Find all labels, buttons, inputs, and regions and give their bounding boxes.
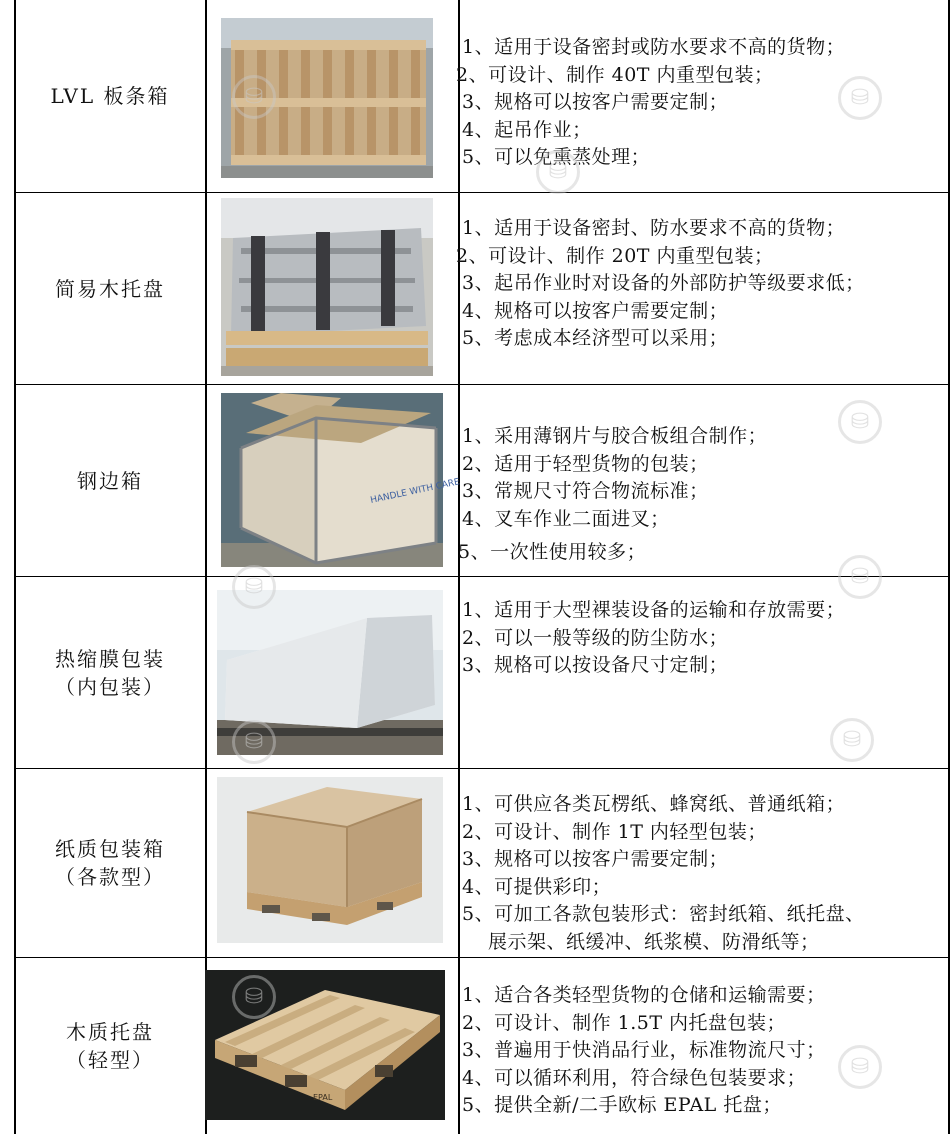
feature-list <box>462 791 950 956</box>
feature-item: 3、普遍用于快消品行业，标准物流尺寸； <box>462 1039 826 1061</box>
product-name: 钢边箱 <box>77 468 143 493</box>
paper-box-photo <box>217 777 443 943</box>
feature-item: 4、规格可以按客户需要定制； <box>462 299 729 322</box>
feature-item: 3、起吊作业时对设备的外部防护等级要求低； <box>462 272 865 294</box>
watermark-logo-icon <box>232 975 276 1019</box>
table-row <box>14 0 950 193</box>
feature-item: 3、规格可以按客户需要定制； <box>462 848 729 870</box>
feature-item: 2、适用于轻型货物的包装； <box>462 452 709 475</box>
feature-item: 4、叉车作业二面进叉； <box>462 507 670 530</box>
feature-item: 1、适用于大型裸装设备的运输和存放需要； <box>462 599 846 621</box>
table-border-right <box>948 0 950 1134</box>
feature-list <box>462 597 950 680</box>
table-row <box>14 385 950 577</box>
product-name: 简易木托盘 <box>55 276 165 301</box>
feature-list <box>456 215 950 353</box>
wooden-pallet-photo <box>221 198 433 376</box>
product-name: 纸质包装箱 （各款型） <box>55 837 165 889</box>
steel-edge-crate-photo <box>221 393 461 567</box>
feature-item: 1、采用薄钢片与胶合板组合制作； <box>462 425 768 447</box>
watermark-logo-icon <box>232 75 276 119</box>
feature-item: 3、常规尺寸符合物流标准； <box>462 480 709 502</box>
feature-item: 4、可提供彩印； <box>462 875 612 898</box>
product-name: 热缩膜包装 （内包装） <box>55 646 165 699</box>
product-name: 木质托盘 （轻型） <box>66 1020 154 1072</box>
watermark-logo-icon <box>838 76 882 120</box>
feature-item: 4、起吊作业； <box>462 118 592 141</box>
watermark-logo-icon <box>830 718 874 762</box>
product-name: LVL 板条箱 <box>50 84 170 108</box>
watermark-logo-icon <box>838 555 882 599</box>
feature-item: 1、适用于设备密封或防水要求不高的货物； <box>462 36 846 58</box>
feature-item: 4、可以循环利用，符合绿色包装要求； <box>462 1066 807 1089</box>
feature-item: 1、可供应各类瓦楞纸、蜂窝纸、普通纸箱； <box>462 793 846 815</box>
feature-item: 2、可设计、制作 1.5T 内托盘包装； <box>462 1011 787 1034</box>
table-row <box>14 958 950 1134</box>
table-row <box>14 577 950 769</box>
feature-item: 3、规格可以按设备尺寸定制； <box>462 654 729 676</box>
watermark-logo-icon <box>232 720 276 764</box>
feature-item: 2、可设计、制作 1T 内轻型包装； <box>462 820 767 843</box>
feature-item: 3、规格可以按客户需要定制； <box>462 91 729 113</box>
watermark-logo-icon <box>838 400 882 444</box>
feature-list <box>462 982 950 1120</box>
feature-item: 1、适合各类轻型货物的仓储和运输需要； <box>462 984 826 1006</box>
table-row <box>14 769 950 958</box>
feature-list <box>458 423 950 567</box>
watermark-logo-icon <box>232 565 276 609</box>
feature-item: 5、可以免熏蒸处理； <box>462 146 651 168</box>
crate-label-text: HANDLE WITH CARE <box>369 477 461 506</box>
watermark-logo-icon <box>838 1045 882 1089</box>
feature-item: 1、适用于设备密封、防水要求不高的货物； <box>462 217 846 239</box>
feature-item: 5、考虑成本经济型可以采用； <box>462 327 729 349</box>
feature-item: 2、可设计、制作 40T 内重型包装； <box>456 63 774 86</box>
feature-item: 2、可设计、制作 20T 内重型包装； <box>456 244 774 267</box>
feature-item: 5、可加工各款包装形式：密封纸箱、纸托盘、 <box>462 903 865 925</box>
table-row <box>14 193 950 385</box>
feature-item: 2、可以一般等级的防尘防水； <box>462 626 729 649</box>
pallet-stamp-text: EPAL <box>313 1093 333 1102</box>
watermark-logo-icon <box>536 150 580 194</box>
feature-item: 展示架、纸缓冲、纸浆模、防滑纸等； <box>462 930 820 953</box>
feature-item: 5、提供全新/二手欧标 EPAL 托盘； <box>462 1094 782 1116</box>
feature-item: 5、一次性使用较多； <box>458 541 647 563</box>
